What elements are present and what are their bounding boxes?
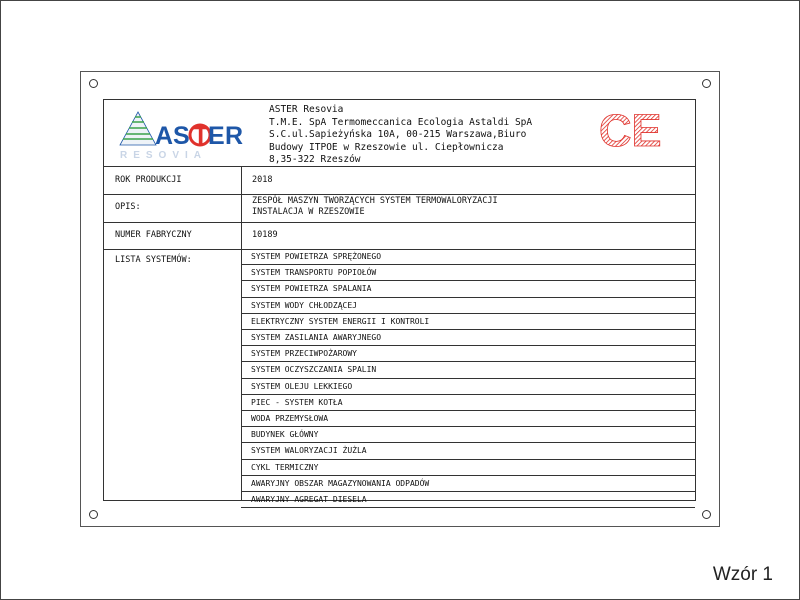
system-list-item: SYSTEM POWIETRZA SPALANIA <box>241 281 695 297</box>
system-list-item: AWARYJNY OBSZAR MAGAZYNOWANIA ODPADÓW <box>241 476 695 492</box>
description-value-line-2: INSTALACJA W RZESZOWIE <box>252 207 365 217</box>
system-list-item: CYKL TERMICZNY <box>241 460 695 476</box>
system-list-item: SYSTEM OLEJU LEKKIEGO <box>241 379 695 395</box>
mounting-hole-top-left <box>89 79 98 88</box>
mounting-hole-top-right <box>702 79 711 88</box>
system-list-item: AWARYJNY AGREGAT DIESELA <box>241 492 695 508</box>
year-value: 2018 <box>252 175 273 185</box>
systems-list-label: LISTA SYSTEMÓW: <box>115 255 192 265</box>
system-list-item: SYSTEM WALORYZACJI ŻUŻLA <box>241 443 695 459</box>
description-label: OPIS: <box>115 202 141 212</box>
system-list-item: PIEC - SYSTEM KOTŁA <box>241 395 695 411</box>
company-address-2: Budowy ITPOE w Rzeszowie ul. Ciepłownicza <box>269 141 504 153</box>
nameplate <box>80 71 720 527</box>
logo-subtext: RESOVIA <box>120 150 208 161</box>
company-partners: T.M.E. SpA Termomeccanica Ecologia Astaldi SpA <box>269 116 533 128</box>
description-value-line-1: ZESPÓŁ MASZYN TWORZĄCYCH SYSTEM TERMOWALORYZACJI <box>252 196 498 206</box>
logo-letter-e: E <box>208 122 225 150</box>
system-list-item: ELEKTRYCZNY SYSTEM ENERGII I KONTROLI <box>241 314 695 330</box>
system-list-item: SYSTEM PRZECIWPOŻAROWY <box>241 346 695 362</box>
logo-letter-r: R <box>225 122 244 150</box>
system-list-item: SYSTEM WODY CHŁODZĄCEJ <box>241 298 695 314</box>
serial-number-label: NUMER FABRYCZNY <box>115 230 192 240</box>
system-list-item: SYSTEM ZASILANIA AWARYJNEGO <box>241 330 695 346</box>
serial-number-value: 10189 <box>252 230 278 240</box>
company-address-3: 8,35-322 Rzeszów <box>269 154 361 165</box>
logo-letter-s: S <box>173 122 190 150</box>
nameplate-table <box>103 99 696 504</box>
logo-letter-a: A <box>155 122 174 150</box>
company-info <box>269 104 532 167</box>
row-divider <box>104 166 695 167</box>
pattern-caption: Wzór 1 <box>712 564 773 585</box>
system-list-item: BUDYNEK GŁÓWNY <box>241 427 695 443</box>
system-list-item: SYSTEM OCZYSZCZANIA SPALIN <box>241 362 695 378</box>
row-divider <box>104 222 695 223</box>
year-label: ROK PRODUKCJI <box>115 175 182 185</box>
row-divider <box>104 194 695 195</box>
company-name: ASTER Resovia <box>269 104 344 115</box>
logo-letter-t: T <box>193 122 209 150</box>
mounting-hole-bottom-left <box>89 510 98 519</box>
system-list-item: SYSTEM TRANSPORTU POPIOŁÓW <box>241 265 695 281</box>
ce-mark-icon <box>598 108 662 150</box>
system-list-item: SYSTEM POWIETRZA SPRĘŻONEGO <box>241 249 695 265</box>
system-list-item: WODA PRZEMYSŁOWA <box>241 411 695 427</box>
mounting-hole-bottom-right <box>702 510 711 519</box>
company-address-1: S.C.ul.Sapieżyńska 10A, 00-215 Warszawa,Biuro <box>269 129 527 140</box>
aster-resovia-logo <box>118 106 244 162</box>
ce-mark-text: CE <box>599 108 662 150</box>
